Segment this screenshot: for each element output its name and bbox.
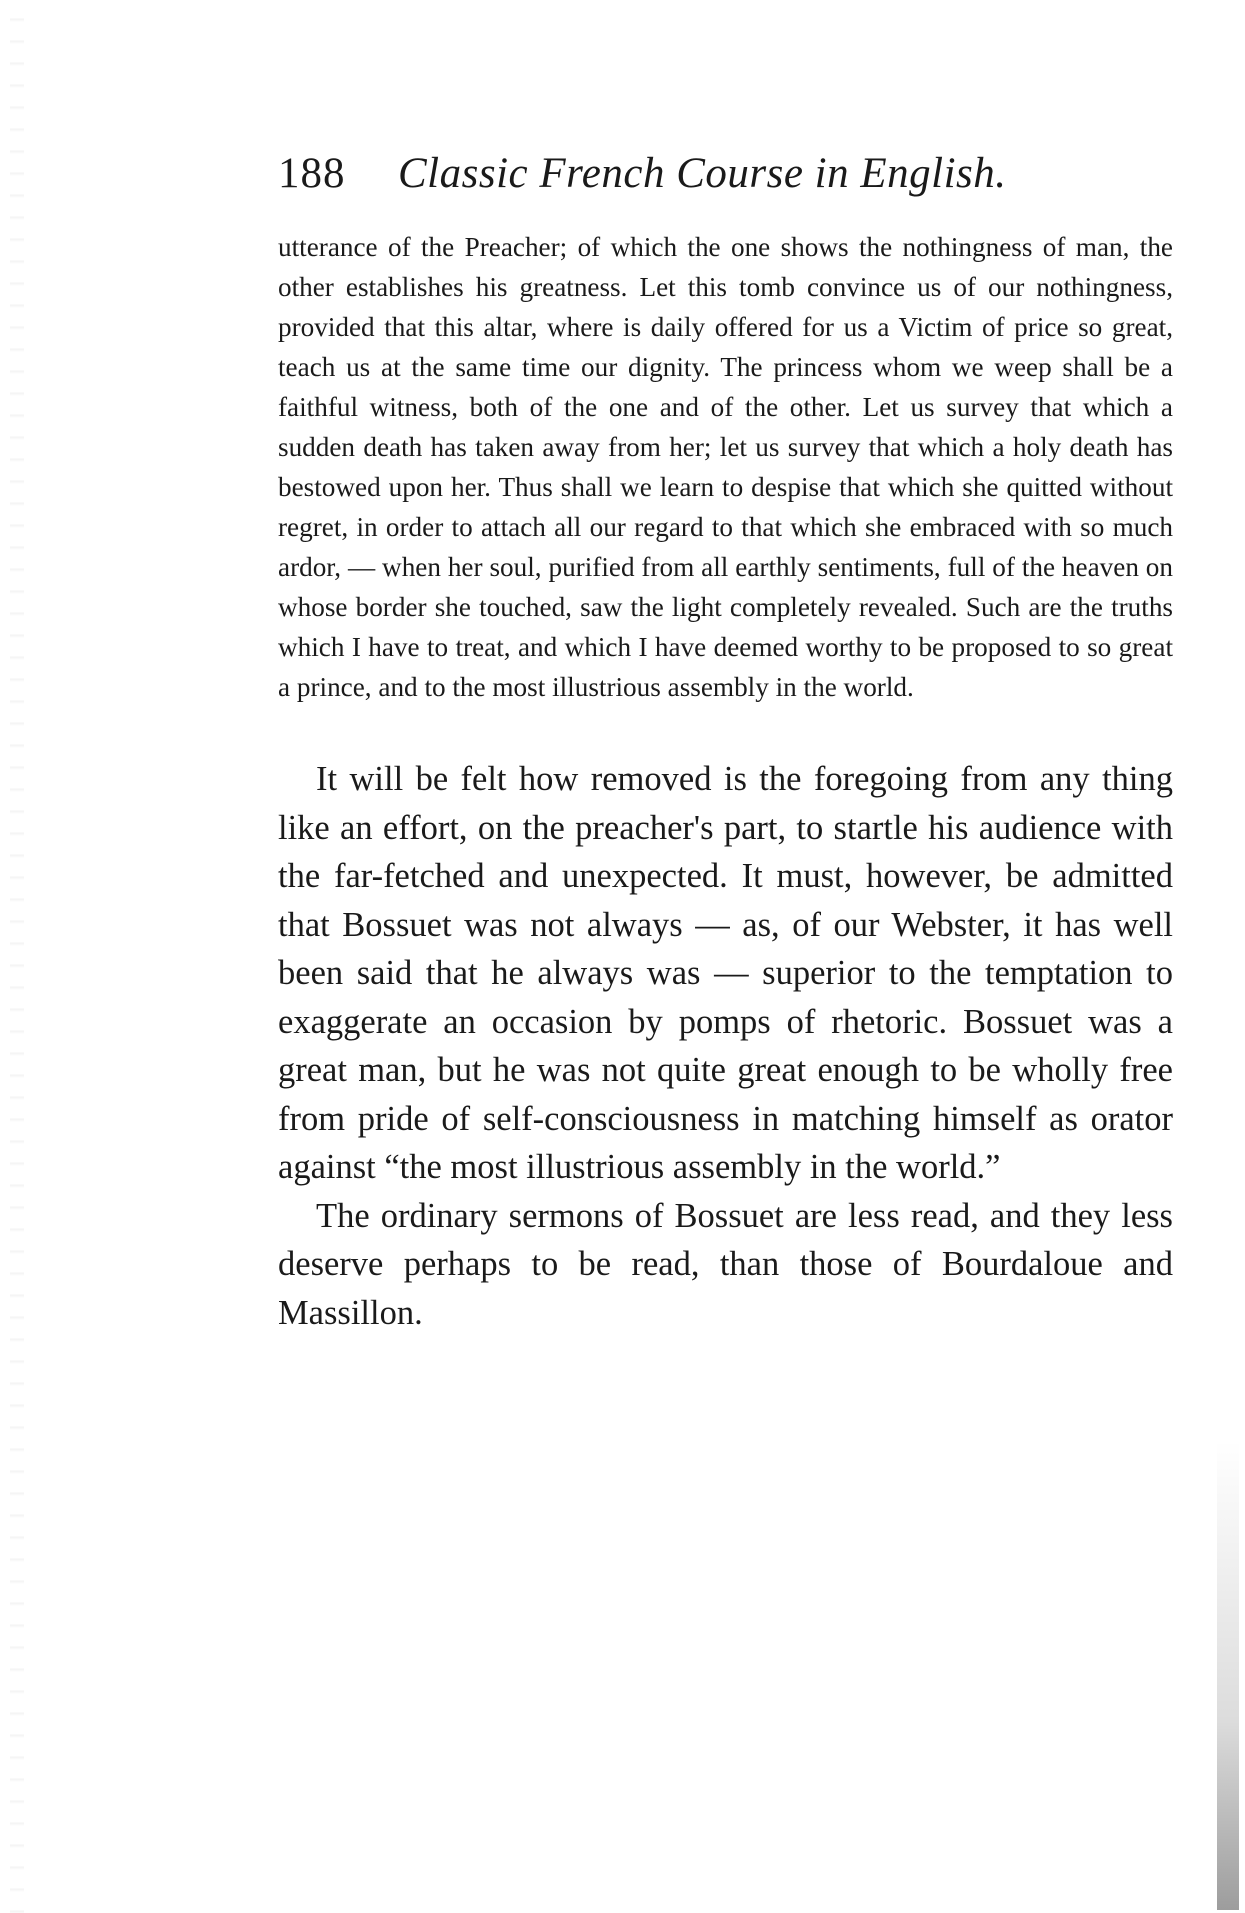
running-title: Classic French Course in English. [398,150,1007,197]
page-number: 188 [278,150,346,197]
quoted-passage-text: utterance of the Preacher; of which the one shows the nothingness of man, the other establishes his greatness. Let this tomb convince us of our nothingness, provided that this altar, where is daily offered for us a Victim of price so great, teach us at the same time our dignity. The princess whom we weep shall be a faithful witness, both of the one and of the other. Let us survey that which a sudden death has taken away from her; let us survey that which a holy death has bestowed upon her. Thus shall we learn to despise that which she quitted without regret, in order to attach all our regard to that which she embraced with so much ardor, — when her soul, purified from all earthly sentiments, full of the heaven on whose border she touched, saw the light completely revealed. Such are the truths which I have to treat, and which I have deemed worthy to be proposed to so great a prince, and to the most illustrious assembly in the world. [278,232,1173,703]
scan-edge-right [1217,1440,1239,1910]
running-head [278,150,1173,197]
scan-edge-left [10,0,24,1913]
book-page [278,150,1173,1337]
quoted-passage [278,227,1173,707]
body-paragraph-2: The ordinary sermons of Bossuet are less read, and they less deserve perhaps to be read, than those of Bourdaloue and Massillon. [278,1196,1173,1332]
body-paragraph-1: It will be felt how removed is the foregoing from any thing like an effort, on the preacher's part, to startle his audience with the far-fetched and unexpected. It must, however, be admitted that Bossuet was not always — as, of our Webster, it has well been said that he always was — superior to the temptation to exaggerate an occasion by pomps of rhetoric. Bossuet was a great man, but he was not quite great enough to be wholly free from pride of self-consciousness in matching himself as orator against “the most illustrious assembly in the world.” [278,760,1173,1187]
body-text [278,755,1173,1337]
